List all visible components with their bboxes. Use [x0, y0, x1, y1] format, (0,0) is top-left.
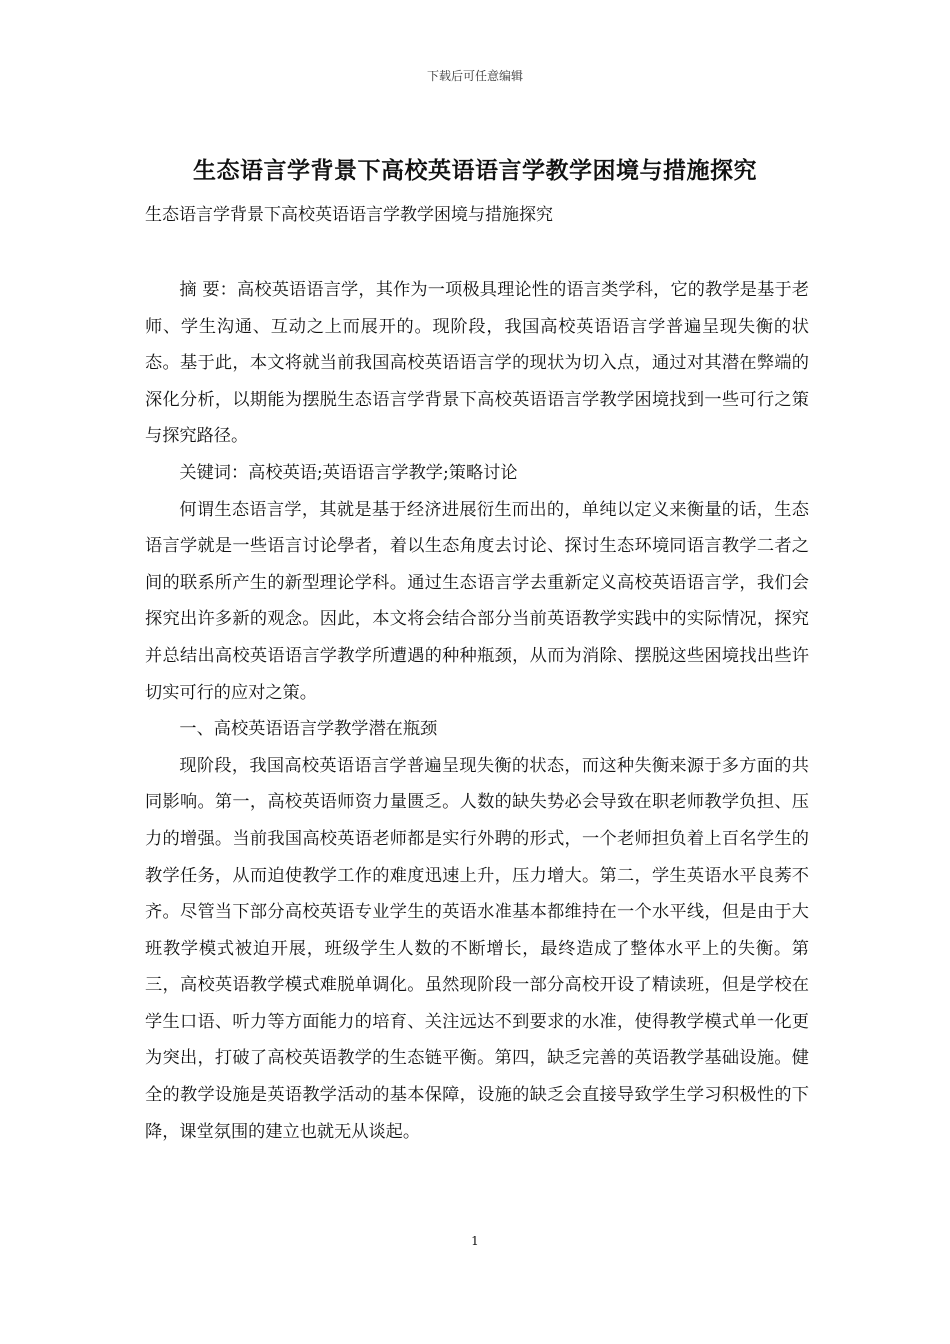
- section-heading: 一、高校英语语言学教学潜在瓶颈: [179, 719, 438, 740]
- page-number: 1: [471, 1234, 479, 1248]
- document-title: 生态语言学背景下高校英语语言学教学困境与措施探究: [193, 157, 757, 184]
- section-paragraph: 现阶段，我国高校英语语言学普遍呈现失衡的状态，而这种失衡来源于多方面的共同影响。第一，高校英语师资力量匮乏。人数的缺失势必会导致在职老师教学负担、压力的增强。当前我国高校英语老师都是实行外聘的形式，一个老师担负着上百名学生的教学任务，从而迫使教学工作的难度迅速上升，压力增大。第二，学生英语水平良莠不齐。尽管当下部分高校英语专业学生的英语水准基本都维持在一个水平线，但是由于大班教学模式被迫开展，班级学生人数的不断增长，最终造成了整体水平上的失衡。第三，高校英语教学模式难脱单调化。虽然现阶段一部分高校开设了精读班，但是学校在学生口语、听力等方面能力的培育、关注远达不到要求的水准，使得教学模式单一化更为突出，打破了高校英语教学的生态链平衡。第四，缺乏完善的英语教学基础设施。健全的教学设施是英语教学活动的基本保障，设施的缺乏会直接导致学生学习积极性的下降，课堂氛围的建立也就无从谈起。: [145, 755, 809, 1142]
- abstract-paragraph: 摘 要：高校英语语言学，其作为一项极具理论性的语言类学科，它的教学是基于老师、学生沟通、互动之上而展开的。现阶段，我国高校英语语言学普遍呈现失衡的状态。基于此，本文将就当前我国高校英语语言学的现状为切入点，通过对其潜在弊端的深化分析，以期能为摆脱生态语言学背景下高校英语语言学教学困境找到一些可行之策与探究路径。: [145, 280, 809, 447]
- header-note: 下载后可任意编辑: [426, 69, 523, 83]
- document-subtitle: 生态语言学背景下高校英语语言学教学困境与措施探究: [145, 205, 553, 225]
- keywords-paragraph: 关键词：高校英语;英语语言学教学;策略讨论: [179, 462, 518, 483]
- document-body: [145, 272, 809, 1150]
- intro-paragraph: 何谓生态语言学，其就是基于经济进展衍生而出的，单纯以定义来衡量的话，生态语言学就是一些语言讨论學者，着以生态角度去讨论、探讨生态环境同语言教学二者之间的联系所产生的新型理论学科。通过生态语言学去重新定义高校英语语言学，我们会探究出许多新的观念。因此，本文将会结合部分当前英语教学实践中的实际情况，探究并总结出高校英语语言学教学所遭遇的种种瓶颈，从而为消除、摆脱这些困境找出些许切实可行的应对之策。: [145, 499, 809, 703]
